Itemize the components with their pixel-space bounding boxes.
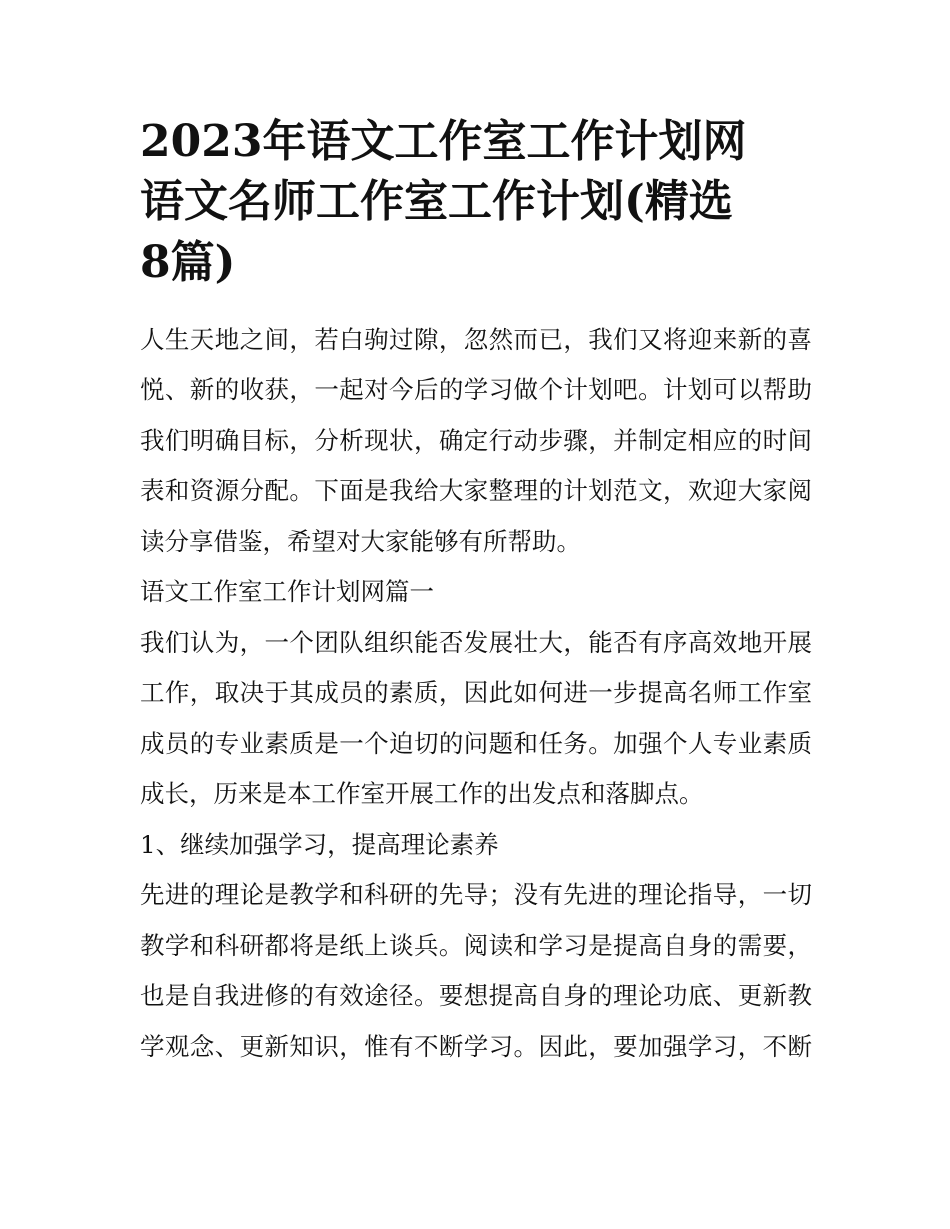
text-line: 先进的理论是教学和科研的先导；没有先进的理论指导，一切: [140, 880, 812, 910]
document-page: [140, 112, 812, 1072]
section-title: 语文工作室工作计划网篇一: [140, 577, 434, 607]
title-line: 语文名师工作室工作计划(精选: [140, 176, 733, 228]
text-line: 工作，取决于其成员的素质，因此如何进一步提高名师工作室: [140, 678, 812, 708]
text-line: 也是自我进修的有效途径。要想提高自身的理论功底、更新教: [140, 981, 812, 1011]
title-line: 2023年语文工作室工作计划网: [140, 116, 747, 167]
text-line: 成长，历来是本工作室开展工作的出发点和落脚点。: [140, 779, 704, 809]
text-line: 我们明确目标，分析现状，确定行动步骤，并制定相应的时间: [140, 425, 812, 455]
section-paragraph: [140, 618, 812, 820]
text-line: 读分享借鉴，希望对大家能够有所帮助。: [140, 526, 581, 556]
text-line: 表和资源分配。下面是我给大家整理的计划范文，欢迎大家阅: [140, 476, 812, 506]
text-line: 人生天地之间，若白驹过隙，忽然而已，我们又将迎来新的喜: [140, 324, 812, 354]
subheading: 1、继续加强学习，提高理论素养: [140, 829, 499, 859]
text-line: 成员的专业素质是一个迫切的问题和任务。加强个人专业素质: [140, 728, 812, 758]
title-line: 8篇): [140, 236, 236, 288]
text-line: 教学和科研都将是纸上谈兵。阅读和学习是提高自身的需要，: [140, 930, 812, 960]
sub-paragraph: [140, 870, 812, 1072]
text-line: 悦、新的收获，一起对今后的学习做个计划吧。计划可以帮助: [140, 375, 812, 405]
text-line: 我们认为，一个团队组织能否发展壮大，能否有序高效地开展: [140, 627, 812, 657]
intro-paragraph: [140, 315, 812, 568]
document-title: [140, 112, 812, 293]
text-line: 学观念、更新知识，惟有不断学习。因此，要加强学习，不断: [140, 1031, 812, 1061]
